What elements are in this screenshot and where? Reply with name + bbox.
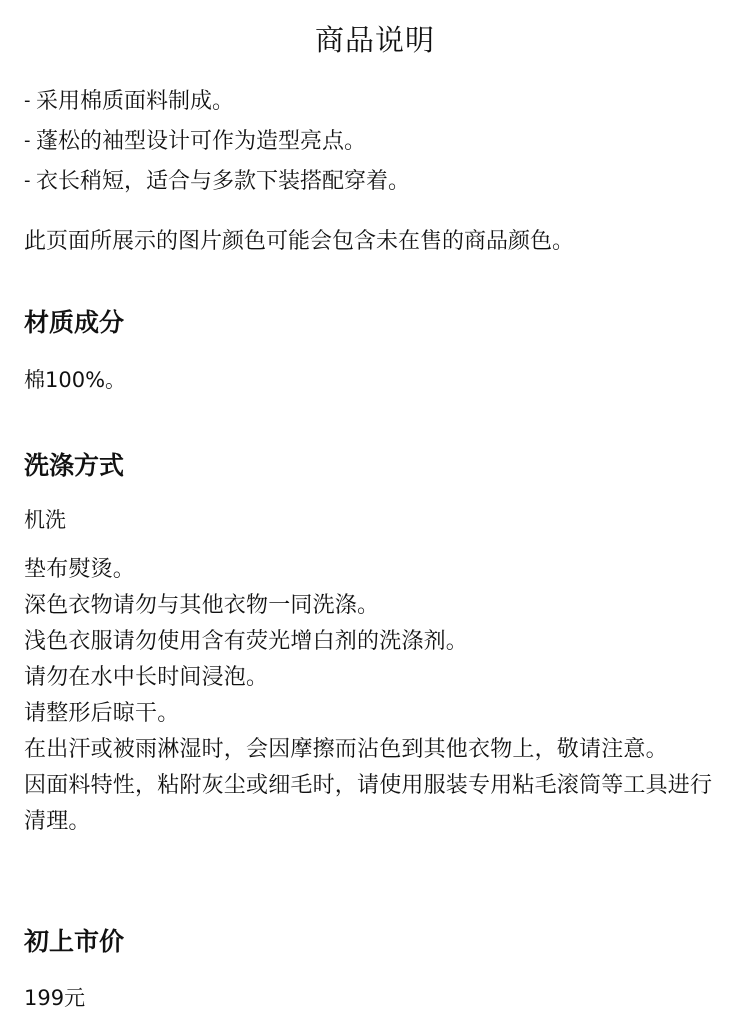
bullet-marker: - [24, 170, 31, 191]
care-notes-list [24, 552, 730, 840]
color-disclaimer: 此页面所展示的图片颜色可能会包含未在售的商品颜色。 [24, 229, 575, 254]
washing-heading: 洗涤方式 [24, 451, 125, 480]
care-note: 深色衣物请勿与其他衣物一同洗涤。 [24, 593, 380, 618]
material-value: 棉100%。 [24, 368, 127, 392]
feature-item [24, 82, 410, 122]
washing-method: 机洗 [24, 508, 66, 532]
feature-text: 衣长稍短，适合与多款下装搭配穿着。 [36, 169, 411, 194]
feature-text: 采用棉质面料制成。 [36, 89, 235, 114]
care-note: 请勿在水中长时间浸泡。 [24, 665, 269, 690]
feature-list [24, 82, 410, 202]
feature-text: 蓬松的袖型设计可作为造型亮点。 [36, 129, 367, 154]
page-title: 商品说明 [314, 23, 435, 57]
feature-item [24, 162, 410, 202]
feature-item [24, 122, 410, 162]
care-note: 在出汗或被雨淋湿时，会因摩擦而沾色到其他衣物上，敬请注意。 [24, 737, 668, 762]
material-heading: 材质成分 [24, 308, 125, 337]
bullet-marker: - [24, 130, 31, 151]
care-note: 请整形后晾干。 [24, 701, 180, 726]
care-note: 因面料特性，粘附灰尘或细毛时，请使用服装专用粘毛滚筒等工具进行清理。 [24, 773, 713, 834]
price-value: 199元 [24, 986, 86, 1010]
bullet-marker: - [24, 90, 31, 111]
care-note: 垫布熨烫。 [24, 557, 136, 582]
price-heading: 初上市价 [24, 927, 125, 956]
care-note: 浅色衣服请勿使用含有荧光增白剂的洗涤剂。 [24, 629, 469, 654]
